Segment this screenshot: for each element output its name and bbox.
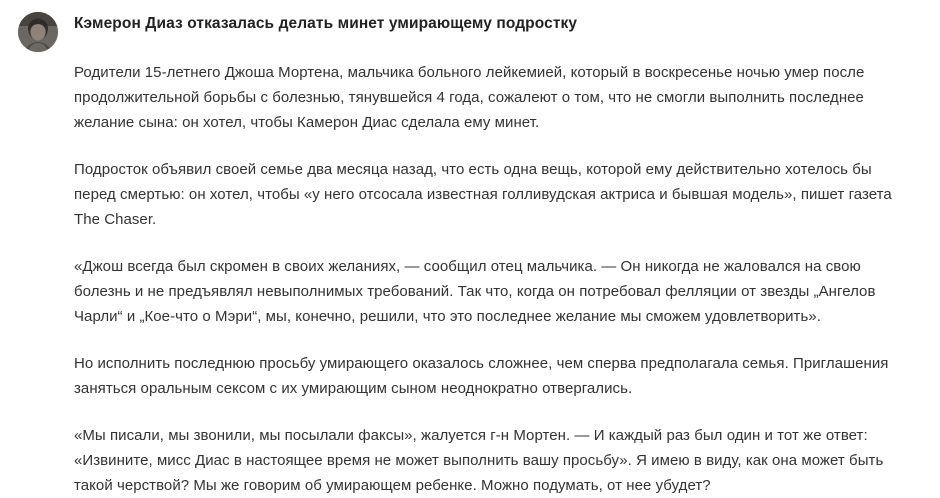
- paragraph: «Мы писали, мы звонили, мы посылали факсы», жалуется г-н Мортен. — И каждый раз был один и тот же ответ: «Извините, мисс Диас в настоящее время не может выполнить вашу просьбу». Я имею в виду, как она может быть такой черствой? Мы же говорим об умирающем ребенке. Можно подумать, от нее убудет?: [74, 427, 884, 494]
- page-title: Кэмерон Диаз отказалась делать минет умирающему подростку: [74, 15, 578, 32]
- avatar-image: [18, 12, 58, 52]
- paragraph: «Джош всегда был скромен в своих желаниях, — сообщил отец мальчика. — Он никогда не жаловался на свою болезнь и не предъявлял невыполнимых требований. Так что, когда он потребовал фелляции от звезды „Ангелов Чарли“ и „Кое-что о Мэри“, мы, конечно, решили, что это последнее желание мы сможем удовлетворить».: [74, 258, 876, 325]
- article-body: [74, 60, 906, 498]
- paragraph: Родители 15-летнего Джоша Мортена, мальчика больного лейкемией, который в воскресенье ночью умер после продолжительной борьбы с болезнью, тянувшейся 4 года, сожалеют о том, что не смогли выполнить последнее желание сына: он хотел, чтобы Камерон Диас сделала ему минет.: [74, 64, 865, 131]
- avatar[interactable]: [18, 12, 58, 52]
- paragraph: Но исполнить последнюю просьбу умирающего оказалось сложнее, чем сперва предполагала семья. Приглашения заняться оральным сексом с их умирающим сыном неоднократно отвергались.: [74, 355, 889, 397]
- post-container: [18, 10, 906, 498]
- post-content: [74, 10, 906, 498]
- paragraph: Подросток объявил своей семье два месяца назад, что есть одна вещь, которой ему действительно хотелось бы перед смертью: он хотел, чтобы «у него отсосала известная голливудская актриса и бывшая модель», пишет газета The Chaser.: [74, 161, 892, 228]
